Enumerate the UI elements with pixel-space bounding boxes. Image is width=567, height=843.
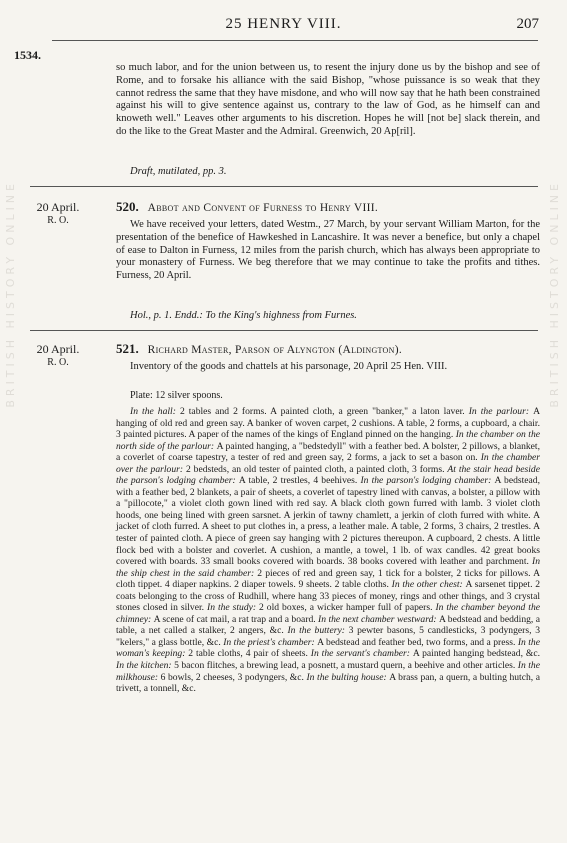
inventory-room-label: In the woman's keeping: [116,636,540,660]
entry-520-number: 520. [116,199,139,214]
entry-521-plate: Plate: 12 silver spoons. [130,390,223,401]
entry-521-title: Richard Master, Parson of Alyngton (Aldington). [147,344,403,356]
inventory-room-items: A bedstead, with a feather bed, 2 blankets, a pair of sheets, a coverlet of tapestry lined with canvas, a bolster, a pillow with a "pillocote," a violet cloth gown lined with red say. A black cloth gown furred with lamb. 3 violet cloth hoods, one being lined with green sarsnet. A jerkin of tawny chamlett, a jerkin of cloth furred with white. A jacket of cloth furred. A sheet to put clothes in, a press, a leather male. A table, 2 forms, 3 chairs, 2 trestles. A tester of painted cloth. A piece of green say hanging with 2 pictures thereupon. A cupboard, 2 chests. A little flock bed with a bolster and coverlet. A cushion, a mantle, a towel, 1 lb. of wax candles. 42 great books covered with boards. 33 small books covered with boards. 38 books covered with leather and parchment. [116,475,541,568]
entry-520-note: Hol., p. 1. Endd.: To the King's highness from Furnes. [130,310,357,321]
inventory-room-label: In the parlour: [468,406,534,417]
inventory-room-items: A painted hanging bedstead, &c. [412,648,540,660]
inventory-room-label: In the chamber beyond the chimney: [116,602,540,625]
inventory-room-items: A sarsenet tippet. 2 coats belonging to the cross of Rudhill, where hang 33 pieces of money, rings and other things, and 3 crystal stones closed in silver. [116,579,541,614]
inventory-room-items: A brass pan, a quern, a bulting hutch, a trivett, a tonnell, &c. [116,671,540,695]
watermark-left: BRITISH HISTORY ONLINE [4,180,17,408]
header-rule [52,40,538,41]
inventory-room-label: In the next chamber westward: [318,613,439,625]
inventory-room-label: In the chamber on the north side of the parlour: [116,429,540,452]
separator-rule [30,186,538,187]
separator-rule-2 [30,330,538,331]
inventory-room-items: A bedstead and feather bed, two forms, and a press. [317,636,518,648]
entry-520-heading [116,199,546,215]
inventory-room-label: In the parson's lodging chamber: [360,475,495,487]
inventory-room-items: 2 pieces of red and green say, 1 tick for a bolster, 2 ticks for pillows. A cloth tippet. 4 diaper napkins. 2 diaper towels. 9 sheets. 2 table cloths. [116,567,540,591]
continuation-text: so much labor, and for the union between us, to resent the injury done us by the bishop and see of Rome, and to forsake his alliance with the said Bishop, "whose puissance is so weak that they cannot redress the same that they have misdone, and who will now say that he hath been constrained against his will to give sentence against us, contrary to the law of God, as he himself can and knoweth well." Leaves other arguments to his discretion. Hopes he will [not be] slack therein, and do the like to the Great Master and the Admiral. Greenwich, 20 Ap[ril]. [116,62,540,137]
inventory-room-items: 2 tables and 2 forms. A painted cloth, a green "banker," a laton laver. [179,406,469,417]
entry-521-subtitle: Inventory of the goods and chattels at his parsonage, 20 April 25 Hen. VIII. [130,361,448,372]
inventory-room-items: 5 bacon flitches, a brewing lead, a posnett, a mustard quern, a beehive and other articles. [174,660,518,672]
year-marker: 1534. [14,48,41,62]
entry-521-date: 20 April. [36,342,80,356]
inventory-room-label: In the kitchen: [116,660,175,672]
inventory-room-items: 2 bedsteds, an old tester of painted cloth, a painted cloth, 3 forms. [185,463,448,475]
inventory-room-items: 6 bowls, 2 cheeses, 3 podyngers, &c. [160,671,307,683]
inventory-room-label: In the buttery: [287,625,349,637]
entry-521-source: R. O. [47,357,69,368]
entry-520-title: Abbot and Convent of Furness to Henry VIII. [147,202,379,214]
inventory-room-items: A hanging of old red and green say. A banker of woven carpet, 2 cushions. A table, 2 forms, a cupboard, a chair. 3 painted pictures. A paper of the names of the kings of England pinned on the hanging. [116,406,540,441]
inventory-room-label: In the bulting house: [306,671,390,683]
entry-521-heading [116,341,546,357]
inventory-room-label: In the servant's chamber: [310,648,413,660]
running-title: 25 HENRY VIII. [225,16,342,32]
entry-521-number: 521. [116,341,139,356]
inventory-room-items: 3 pewter basons, 5 candlesticks, 3 podyngers, 3 "kelers," a glass bottle, &c. [116,625,540,648]
page-number: 207 [516,16,539,32]
inventory-room-items: A table, 2 trestles, 4 beehives. [238,475,361,487]
inventory-room-label: In the study: [207,602,260,614]
inventory-room-items: 2 table cloths, 4 pair of sheets. [188,648,311,660]
inventory-room-label: In the priest's chamber: [223,636,318,648]
entry-521-margin [18,342,98,370]
inventory-room-label: In the hall: [130,406,180,417]
inventory-room-items: A scene of cat mail, a rat trap and a board. [153,613,319,625]
continuation-note: Draft, mutilated, pp. 3. [130,166,227,177]
inventory-room-label: At the stair head beside the parson's lodging chamber: [116,463,540,487]
entry-520-date: 20 April. [36,200,80,214]
running-head [0,14,567,36]
inventory-room-items: 2 old boxes, a wicker hamper full of papers. [259,602,436,614]
inventory-room-label: In the ship chest in the said chamber: [116,556,540,579]
inventory-room-items: A painted hanging, a "bedstedyll" with a feather bed. A bolster, 2 pillows, a blanket, a coverlet of coarse tapestry, a tester of red and green say, 2 forms, a jack to set a bason on. [116,440,540,464]
entry-520-source: R. O. [47,215,69,226]
entry-520-margin [18,200,98,228]
watermark-right: BRITISH HISTORY ONLINE [548,180,561,408]
entry-520-text: We have received your letters, dated Westm., 27 March, by your servant William Marton, for the presentation of the benefice of Hawkeshed in Lancashire. It was never a benefice, but only a chapel of ease to Dalton in Furness, 12 miles from the parish church, which has always been appropriate to your monastery of Furness. We beg therefore that we may continue to take the profits and tithes. Furness, 20 April. [116,219,540,282]
inventory-text [116,406,540,695]
inventory-room-label: In the chamber over the parlour: [116,452,541,475]
inventory-room-label: In the milkhouse: [116,660,540,683]
inventory-room-items: A bedstead and bedding, a table, a net called a stalker, 2 angers, &c. [116,613,540,637]
inventory-room-label: In the other chest: [391,579,466,591]
